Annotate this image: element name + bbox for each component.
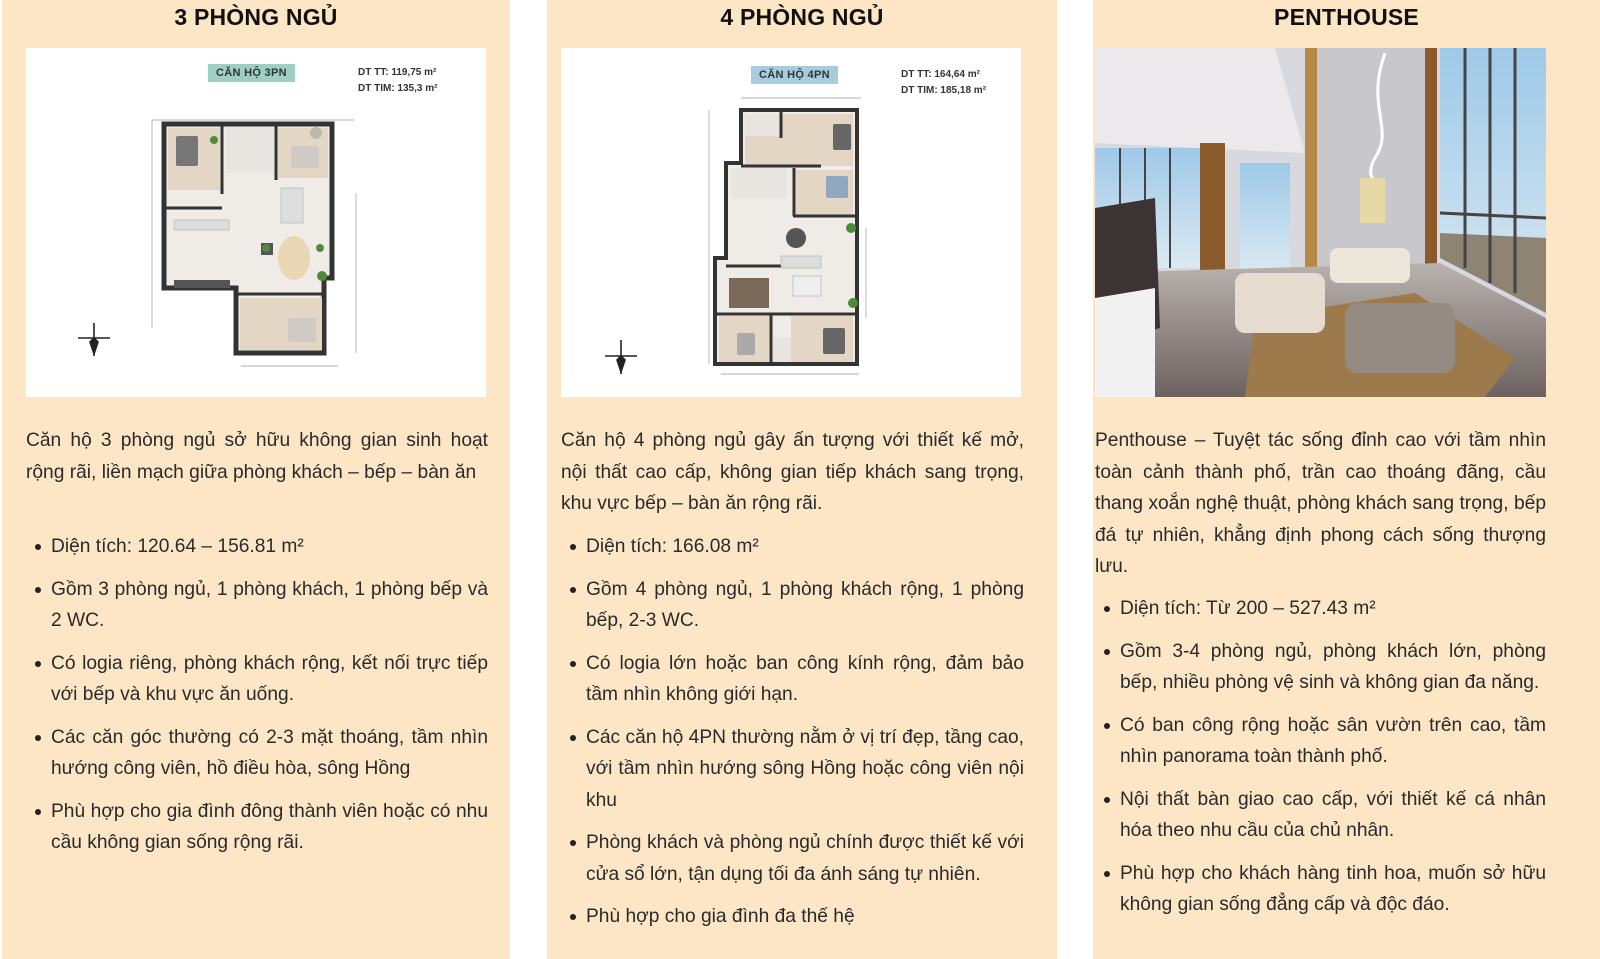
card-description: Căn hộ 3 phòng ngủ sở hữu không gian sinh hoạt rộng rãi, liền mạch giữa phòng khách – bếp – bàn ăn (26, 430, 488, 483)
penthouse-interior-photo[interactable] (1095, 48, 1546, 397)
floor-plan-3pn[interactable] (26, 48, 486, 397)
feature-item: Gồm 3-4 phòng ngủ, phòng khách lớn, phòng bếp, nhiều phòng vệ sinh và không gian đa năng. (1095, 636, 1546, 699)
feature-item: Phòng khách và phòng ngủ chính được thiết kế với cửa sổ lớn, tận dụng tối đa ánh sáng tự nhiên. (561, 827, 1024, 890)
floor-plan-4pn[interactable] (561, 48, 1021, 397)
feature-item: Diện tích: 166.08 m² (561, 531, 1024, 563)
card-title: 3 PHÒNG NGỦ (174, 4, 338, 30)
feature-item: Gồm 4 phòng ngủ, 1 phòng khách rộng, 1 phòng bếp, 2-3 WC. (561, 574, 1024, 637)
card-title: PENTHOUSE (1274, 4, 1419, 30)
feature-list (26, 531, 488, 870)
area-tim: DT TIM: 135,3 m² (358, 83, 438, 94)
penthouse-photo-illustration (1095, 48, 1546, 397)
feature-item: Nội thất bàn giao cao cấp, với thiết kế cá nhân hóa theo nhu cầu của chủ nhân. (1095, 784, 1546, 847)
feature-list (561, 531, 1024, 944)
card-4-bedroom (547, 0, 1057, 959)
feature-item: Phù hợp cho khách hàng tinh hoa, muốn sở hữu không gian sống đẳng cấp và độc đáo. (1095, 858, 1546, 921)
area-tt: DT TT: 164,64 m² (901, 69, 980, 80)
feature-item: Các căn góc thường có 2-3 mặt thoáng, tầm nhìn hướng công viên, hồ điều hòa, sông Hồng (26, 722, 488, 785)
feature-item: Có ban công rộng hoặc sân vườn trên cao, tầm nhìn panorama toàn thành phố. (1095, 710, 1546, 773)
feature-item: Gồm 3 phòng ngủ, 1 phòng khách, 1 phòng bếp và 2 WC. (26, 574, 488, 637)
area-tim: DT TIM: 185,18 m² (901, 85, 987, 96)
area-tt: DT TT: 119,75 m² (358, 67, 437, 78)
unit-type-tag: CĂN HỘ 4PN (751, 66, 838, 84)
feature-item: Có logia riêng, phòng khách rộng, kết nối trực tiếp với bếp và khu vực ăn uống. (26, 648, 488, 711)
unit-type-tag: CĂN HỘ 3PN (208, 64, 295, 82)
floor-plan-drawing (26, 48, 486, 397)
feature-item: Diện tích: 120.64 – 156.81 m² (26, 531, 488, 563)
card-penthouse (1093, 0, 1600, 959)
card-description: Penthouse – Tuyệt tác sống đỉnh cao với tầm nhìn toàn cảnh thành phố, trần cao thoáng đãng, cầu thang xoắn nghệ thuật, phòng khách sang trọng, bếp đá tự nhiên, khẳng định phong cách sống thượng lưu. (1095, 430, 1546, 577)
feature-list (1095, 593, 1546, 932)
feature-item: Có logia lớn hoặc ban công kính rộng, đảm bảo tầm nhìn không giới hạn. (561, 648, 1024, 711)
feature-item: Diện tích: Từ 200 – 527.43 m² (1095, 593, 1546, 625)
card-3-bedroom (2, 0, 510, 959)
card-description: Căn hộ 4 phòng ngủ gây ấn tượng với thiết kế mở, nội thất cao cấp, không gian tiếp khách sang trọng, khu vực bếp – bàn ăn rộng rãi. (561, 430, 1024, 514)
card-title: 4 PHÒNG NGỦ (720, 4, 884, 30)
feature-item: Phù hợp cho gia đình đông thành viên hoặc có nhu cầu không gian sống rộng rãi. (26, 796, 488, 859)
feature-item: Phù hợp cho gia đình đa thế hệ (561, 901, 1024, 933)
feature-item: Các căn hộ 4PN thường nằm ở vị trí đẹp, tầng cao, với tầm nhìn hướng sông Hồng hoặc công viên nội khu (561, 722, 1024, 817)
floor-plan-drawing (561, 48, 1021, 397)
